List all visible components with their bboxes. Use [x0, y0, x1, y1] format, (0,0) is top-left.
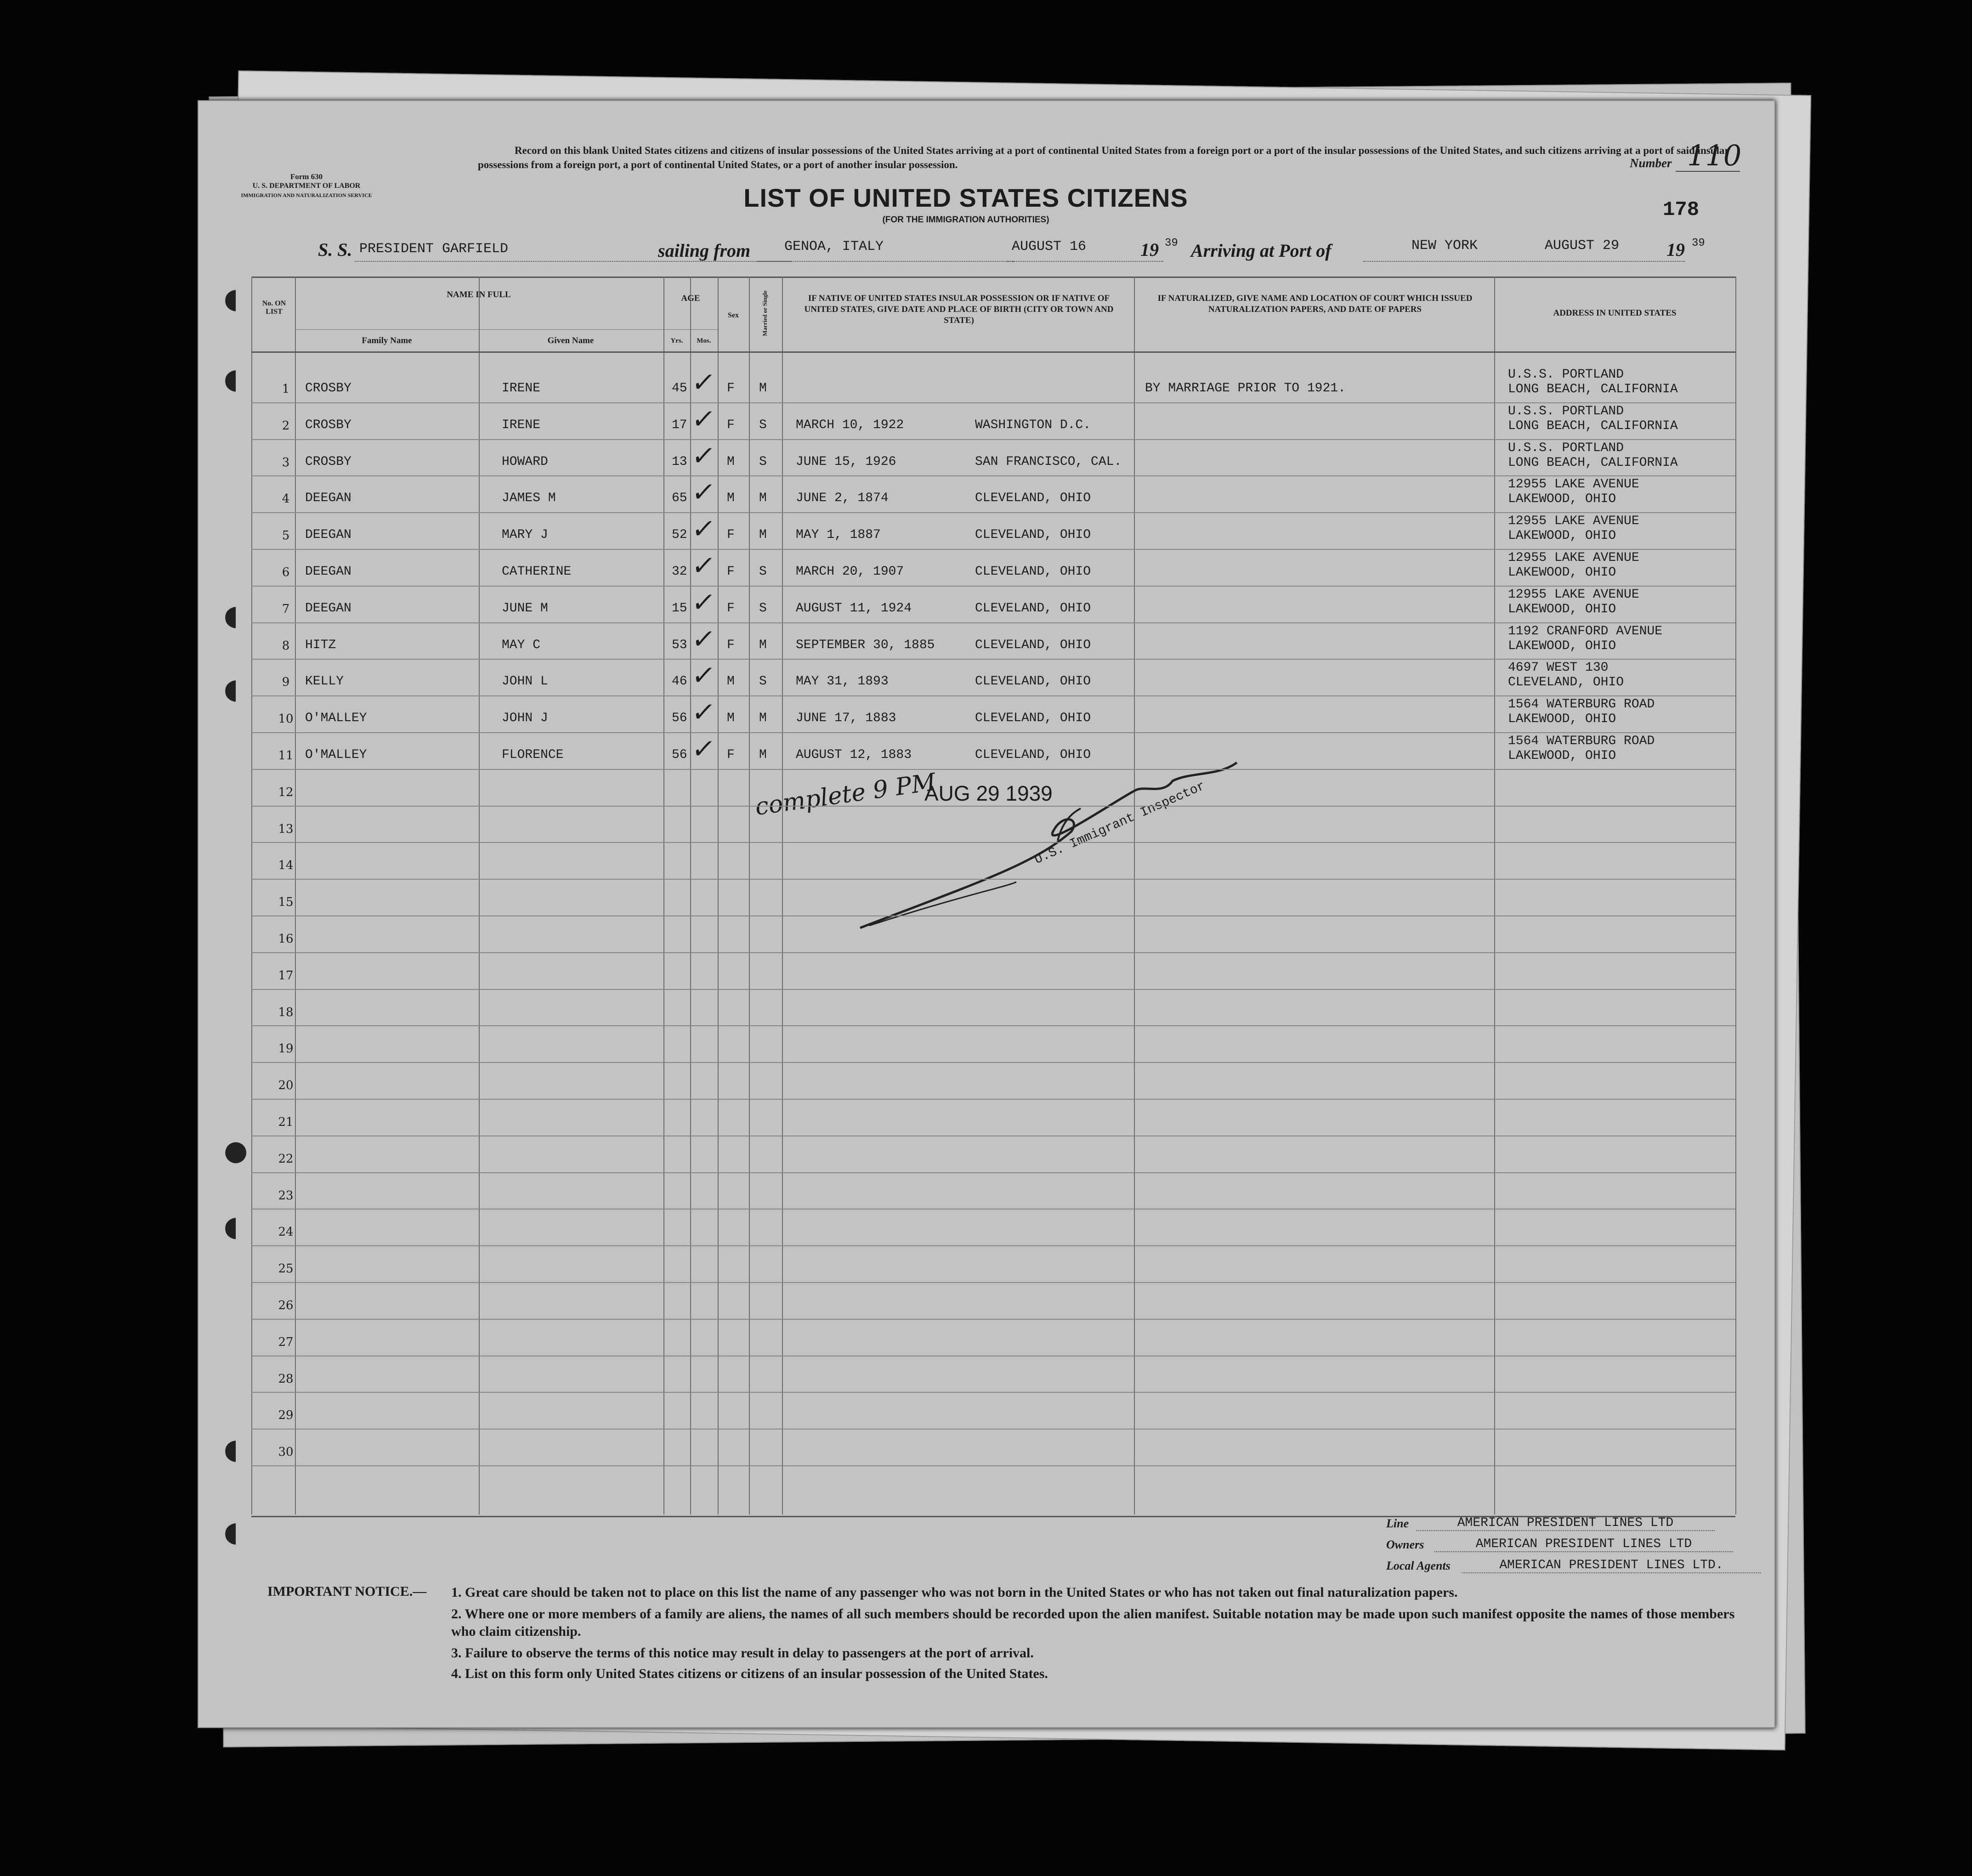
age-years: 52: [672, 528, 687, 542]
birth-date: JUNE 2, 1874: [796, 491, 889, 506]
family-name: DEEGAN: [305, 528, 351, 542]
binder-hole-icon: ◖: [224, 283, 238, 315]
row-rule: [251, 695, 1735, 696]
address-line-2: LAKEWOOD, OHIO: [1508, 565, 1616, 580]
inspector-signature: [842, 744, 1255, 937]
marital-status: M: [759, 381, 767, 396]
age-years: 46: [672, 674, 687, 689]
notice-4: 4. List on this form only United States citizens or citizens of an insular possession of the United States.: [451, 1666, 1048, 1681]
col-header-age: AGE: [681, 294, 700, 303]
address-line-2: LAKEWOOD, OHIO: [1508, 529, 1616, 543]
row-number: 28: [278, 1372, 294, 1386]
checkmark-icon: ✓: [690, 403, 718, 435]
row-number: 2: [282, 418, 290, 433]
row-rule: [251, 879, 1735, 880]
row-rule: [251, 732, 1735, 733]
family-name: DEEGAN: [305, 601, 351, 616]
birth-date: JUNE 15, 1926: [796, 454, 896, 469]
address-line-2: LAKEWOOD, OHIO: [1508, 712, 1616, 727]
address-line-1: 1564 WATERBURG ROAD: [1508, 697, 1655, 712]
birth-place: CLEVELAND, OHIO: [975, 565, 1091, 579]
form-number: Form 630: [290, 172, 323, 181]
address-line-1: U.S.S. PORTLAND: [1508, 441, 1624, 455]
row-number: 30: [278, 1445, 294, 1459]
sex: F: [727, 748, 735, 762]
address-line-1: 1564 WATERBURG ROAD: [1508, 734, 1655, 748]
marital-status: M: [759, 638, 767, 652]
row-number: 15: [278, 895, 294, 910]
row-number: 23: [278, 1188, 294, 1203]
inspector-title-stamp: U.S. Immigrant Inspector: [1032, 779, 1208, 868]
birth-place: CLEVELAND, OHIO: [975, 491, 1091, 506]
manifest-sheet: [198, 100, 1775, 1728]
age-years: 53: [672, 638, 687, 652]
line-label: Line: [1386, 1517, 1409, 1530]
sex: F: [727, 381, 735, 396]
address-line-2: CLEVELAND, OHIO: [1508, 675, 1624, 690]
owners-label: Owners: [1386, 1538, 1424, 1551]
row-number: 12: [278, 785, 294, 799]
age-years: 17: [672, 418, 687, 432]
row-number: 10: [278, 712, 294, 726]
page-subtitle: (FOR THE IMMIGRATION AUTHORITIES): [882, 215, 1049, 225]
agents-value: AMERICAN PRESIDENT LINES LTD.: [1462, 1558, 1761, 1573]
binder-hole-icon: ◖: [224, 673, 238, 705]
row-number: 22: [278, 1152, 294, 1166]
family-name: O'MALLEY: [305, 711, 367, 726]
sex: F: [727, 601, 735, 616]
year-prefix: 19: [1666, 239, 1685, 260]
birth-place: CLEVELAND, OHIO: [975, 674, 1091, 689]
row-number: 16: [278, 932, 294, 946]
marital-status: S: [759, 601, 767, 616]
naturalization: BY MARRIAGE PRIOR TO 1921.: [1145, 381, 1346, 396]
checkmark-icon: ✓: [690, 623, 718, 655]
department-name: U. S. DEPARTMENT OF LABOR: [252, 182, 361, 190]
address-line-2: LAKEWOOD, OHIO: [1508, 602, 1616, 616]
checkmark-icon: ✓: [690, 476, 718, 508]
address-line-1: 12955 LAKE AVENUE: [1508, 551, 1639, 565]
row-rule: [251, 1282, 1735, 1283]
depart-underline: [1007, 261, 1163, 262]
row-number: 20: [278, 1079, 294, 1093]
given-name: IRENE: [502, 418, 541, 432]
col-header-naturalized: IF NATURALIZED, GIVE NAME AND LOCATION OF COURT WHICH ISSUED NATURALIZATION PAPERS, AND DATE OF PAPERS: [1157, 294, 1473, 314]
given-name: JUNE M: [502, 601, 548, 616]
col-header-mos: Mos.: [697, 337, 711, 345]
col-header-address: ADDRESS IN UNITED STATES: [1553, 308, 1677, 318]
row-number: 7: [282, 602, 290, 616]
row-rule: [251, 659, 1735, 660]
birth-place: CLEVELAND, OHIO: [975, 638, 1091, 652]
row-rule: [251, 1429, 1735, 1430]
row-rule: [251, 1465, 1735, 1466]
age-years: 15: [672, 601, 687, 616]
row-number: 1: [282, 382, 290, 396]
marital-status: M: [759, 491, 767, 506]
binder-hole-icon: ◖: [224, 1516, 238, 1548]
age-years: 45: [672, 381, 687, 396]
handwritten-note: complete 9 PM: [753, 768, 938, 821]
address-line-2: LAKEWOOD, OHIO: [1508, 492, 1616, 507]
row-rule: [251, 512, 1735, 513]
address-line-2: LAKEWOOD, OHIO: [1508, 639, 1616, 653]
row-rule: [251, 622, 1735, 623]
row-rule: [251, 806, 1735, 807]
address-line-1: U.S.S. PORTLAND: [1508, 404, 1624, 418]
birth-date: MAY 1, 1887: [796, 528, 881, 542]
row-number: 13: [278, 822, 294, 836]
row-rule: [251, 1099, 1735, 1100]
family-name: DEEGAN: [305, 565, 351, 579]
given-name: CATHERINE: [502, 565, 572, 579]
notice-1: 1. Great care should be taken not to place on this list the name of any passenger who was not born in the United States or who has not taken out final naturalization papers.: [451, 1585, 1458, 1600]
row-rule: [251, 989, 1735, 990]
family-name: DEEGAN: [305, 491, 351, 506]
col-header-family: Family Name: [362, 336, 412, 345]
col-header-name: NAME IN FULL: [447, 290, 511, 299]
row-number: 19: [278, 1042, 294, 1056]
notice-2: 2. Where one or more members of a family are aliens, the names of all such members should be recorded upon the alien manifest. Suitable notation may be made upon such manifest opposite the names of those members who claim citizenship.: [451, 1606, 1735, 1639]
row-number: 25: [278, 1262, 294, 1276]
row-number: 5: [282, 529, 290, 543]
row-rule: [251, 1025, 1735, 1026]
row-rule: [251, 549, 1735, 550]
from-underline: [757, 261, 1014, 262]
departure-year: 39: [1165, 237, 1178, 249]
row-rule: [251, 439, 1735, 440]
col-header-given: Given Name: [547, 336, 594, 345]
port-underline: [1363, 261, 1685, 262]
row-number: 26: [278, 1299, 294, 1312]
row-number: 29: [278, 1408, 294, 1423]
ship-name: PRESIDENT GARFIELD: [359, 241, 509, 257]
row-number: 14: [278, 859, 294, 873]
row-rule: [251, 769, 1735, 770]
checkmark-icon: ✓: [690, 513, 718, 545]
form-identifier: [224, 172, 389, 200]
row-rule: [251, 952, 1735, 953]
checkmark-icon: ✓: [690, 660, 718, 691]
line-value: AMERICAN PRESIDENT LINES LTD: [1416, 1516, 1715, 1531]
address-line-1: 1192 CRANFORD AVENUE: [1508, 624, 1663, 639]
sex: M: [727, 711, 735, 726]
checkmark-icon: ✓: [690, 367, 718, 398]
checkmark-icon: ✓: [690, 733, 718, 764]
checkmark-icon: ✓: [690, 586, 718, 618]
col-header-no: No. ON LIST: [262, 299, 286, 316]
binder-hole-icon: ◖: [224, 599, 238, 632]
age-years: 56: [672, 711, 687, 726]
family-name: CROSBY: [305, 418, 351, 432]
family-name: KELLY: [305, 674, 344, 689]
row-rule: [251, 915, 1735, 916]
col-header-birth: IF NATIVE OF UNITED STATES INSULAR POSSESSION OR IF NATIVE OF UNITED STATES, GIVE DATE AND PLACE OF BIRTH (CITY OR TOWN AND STATE): [804, 294, 1114, 325]
checkmark-icon: ✓: [690, 696, 718, 728]
marital-status: S: [759, 418, 767, 432]
row-rule: [251, 1392, 1735, 1393]
sex: M: [727, 674, 735, 689]
binder-hole-icon: ◖: [224, 363, 238, 395]
instructions-text: Record on this blank United States citizens and citizens of insular possessions of the United States arriving at a port of continental United States from a foreign port or a port of the insular possessions of the United States, and such citizens arriving at a port of said insular possessions from a foreign port, a port of continental United States, or a port of another insular possession.: [478, 145, 1729, 170]
binder-hole-icon: ◖: [224, 1210, 238, 1243]
row-rule: [251, 402, 1735, 403]
sex: M: [727, 454, 735, 469]
row-number: 9: [282, 675, 290, 689]
service-name: IMMIGRATION AND NATURALIZATION SERVICE: [241, 192, 372, 198]
family-name: HITZ: [305, 638, 336, 652]
marital-status: S: [759, 565, 767, 579]
birth-date: MAY 31, 1893: [796, 674, 889, 689]
given-name: IRENE: [502, 381, 541, 396]
given-name: FLORENCE: [502, 748, 564, 762]
birth-place: WASHINGTON D.C.: [975, 418, 1091, 432]
family-name: O'MALLEY: [305, 748, 367, 762]
address-line-1: 12955 LAKE AVENUE: [1508, 477, 1639, 492]
checkmark-icon: ✓: [690, 550, 718, 581]
family-name: CROSBY: [305, 454, 351, 469]
birth-date: SEPTEMBER 30, 1885: [796, 638, 935, 652]
birth-date: MARCH 20, 1907: [796, 565, 904, 579]
birth-date: JUNE 17, 1883: [796, 711, 896, 726]
row-number: 6: [282, 565, 290, 579]
row-rule: [251, 1245, 1735, 1246]
col-header-sex: Sex: [728, 311, 739, 319]
given-name: MARY J: [502, 528, 548, 542]
age-years: 13: [672, 454, 687, 469]
page-title: LIST OF UNITED STATES CITIZENS: [743, 183, 1188, 212]
row-number: 18: [278, 1005, 294, 1019]
marital-status: M: [759, 711, 767, 726]
address-line-2: LONG BEACH, CALIFORNIA: [1508, 382, 1678, 396]
sex: F: [727, 638, 735, 652]
birth-place: SAN FRANCISCO, CAL.: [975, 454, 1122, 469]
marital-status: M: [759, 748, 767, 762]
row-rule: [251, 586, 1735, 587]
address-line-1: U.S.S. PORTLAND: [1508, 367, 1624, 382]
birth-date: AUGUST 11, 1924: [796, 601, 912, 616]
row-number: 4: [282, 492, 290, 506]
address-line-1: 12955 LAKE AVENUE: [1508, 587, 1639, 602]
row-number: 27: [278, 1335, 294, 1349]
birth-place: CLEVELAND, OHIO: [975, 601, 1091, 616]
checkmark-icon: ✓: [690, 440, 718, 471]
address-line-2: LONG BEACH, CALIFORNIA: [1508, 455, 1678, 470]
given-name: MAY C: [502, 638, 541, 652]
owners-value: AMERICAN PRESIDENT LINES LTD: [1434, 1537, 1733, 1552]
row-rule: [251, 475, 1735, 476]
age-years: 65: [672, 491, 687, 506]
row-rule: [251, 1319, 1735, 1320]
given-name: JOHN J: [502, 711, 548, 726]
age-years: 56: [672, 748, 687, 762]
sex: F: [727, 418, 735, 432]
row-number: 11: [278, 749, 294, 763]
address-line-1: 4697 WEST 130: [1508, 661, 1609, 675]
agents-label: Local Agents: [1386, 1559, 1451, 1572]
row-number: 8: [282, 639, 290, 653]
binder-hole-icon: ◖: [224, 1433, 238, 1465]
marital-status: S: [759, 674, 767, 689]
sex: M: [727, 491, 735, 506]
ss-label: S. S.: [318, 239, 352, 260]
age-years: 32: [672, 565, 687, 579]
row-rule: [251, 1062, 1735, 1063]
arrival-year: 39: [1692, 237, 1705, 249]
sex: F: [727, 528, 735, 542]
birth-date: AUGUST 12, 1883: [796, 748, 912, 762]
birth-date: MARCH 10, 1922: [796, 418, 904, 432]
arriving-label: Arriving at Port of: [1191, 240, 1332, 261]
given-name: JOHN L: [502, 674, 548, 689]
address-line-2: LAKEWOOD, OHIO: [1508, 749, 1616, 763]
sex: F: [727, 565, 735, 579]
arrival-port: NEW YORK: [1411, 238, 1478, 254]
row-number: 3: [282, 455, 290, 469]
year-prefix: 19: [1140, 239, 1159, 260]
col-header-yrs: Yrs.: [670, 337, 683, 345]
row-rule: [251, 842, 1735, 843]
row-number: 24: [278, 1225, 294, 1239]
row-number: 17: [278, 968, 294, 983]
marital-status: M: [759, 528, 767, 542]
page-number: 178: [1663, 198, 1700, 221]
row-rule: [251, 1172, 1735, 1173]
row-number: 21: [278, 1115, 294, 1129]
birth-place: CLEVELAND, OHIO: [975, 748, 1091, 762]
address-line-1: 12955 LAKE AVENUE: [1508, 514, 1639, 529]
col-header-married: Married or Single: [761, 290, 768, 336]
number-value: 110: [1687, 139, 1742, 172]
notice-title: IMPORTANT NOTICE.—: [267, 1584, 427, 1599]
binder-hole-icon: ●: [224, 1135, 248, 1167]
given-name: JAMES M: [502, 491, 556, 506]
notice-3: 3. Failure to observe the terms of this notice may result in delay to passengers at the port of arrival.: [451, 1645, 1034, 1661]
birth-place: CLEVELAND, OHIO: [975, 711, 1091, 726]
sailing-label: sailing from: [658, 240, 751, 261]
arrival-date: AUGUST 29: [1545, 238, 1620, 254]
address-line-2: LONG BEACH, CALIFORNIA: [1508, 418, 1678, 433]
departure-date: AUGUST 16: [1012, 239, 1087, 254]
given-name: HOWARD: [502, 454, 548, 469]
family-name: CROSBY: [305, 381, 351, 396]
number-label: Number: [1630, 156, 1672, 170]
sailing-from: GENOA, ITALY: [784, 239, 884, 254]
marital-status: S: [759, 454, 767, 469]
birth-place: CLEVELAND, OHIO: [975, 528, 1091, 542]
date-stamp: AUG 29 1939: [924, 781, 1053, 805]
